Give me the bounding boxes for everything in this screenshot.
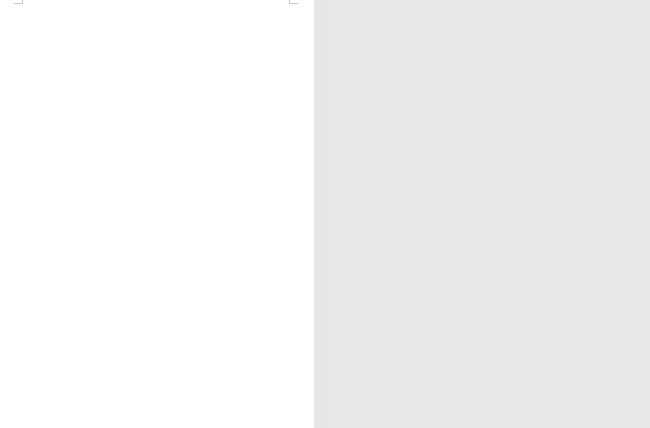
crop-mark xyxy=(14,0,23,4)
document-page-left xyxy=(0,0,314,428)
crop-mark xyxy=(289,0,298,4)
page-gap xyxy=(314,0,327,428)
